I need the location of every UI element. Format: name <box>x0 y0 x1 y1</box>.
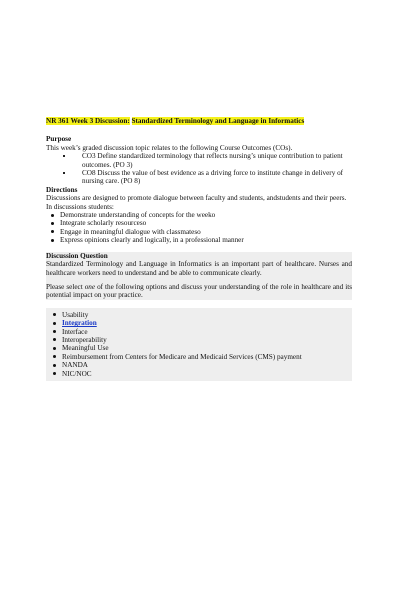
option-item-usability: Usability <box>50 311 352 319</box>
discussion-question-block <box>46 252 352 300</box>
question-paragraph-1: Standardized Terminology and Language in Informatics is an important part of healthcare. Nurses and healthcare workers need to understand and be able to communicate clearly. <box>46 260 352 277</box>
outcomes-list <box>46 152 352 186</box>
option-item-integration[interactable] <box>50 319 352 327</box>
option-item-reimbursement: Reimbursement from Centers for Medicare and Medicaid Services (CMS) payment <box>50 353 352 361</box>
question-heading: Discussion Question <box>46 251 108 260</box>
bullet-icon <box>51 230 54 233</box>
directions-list <box>46 211 352 245</box>
outcome-item: CO8 Discuss the value of best evidence as a driving force to institute change in delivery of nursing care. (PO 8) <box>46 169 352 186</box>
directions-intro: Discussions are designed to promote dialogue between faculty and students, andstudents and their peers. In discussions students: <box>46 194 347 211</box>
square-bullet-icon <box>63 155 65 157</box>
bullet-icon <box>51 214 54 217</box>
bullet-icon <box>53 313 56 316</box>
outcome-item: CO3 Define standardized terminology that reflects nursing’s unique contribution to patient outcomes. (PO 3) <box>46 152 352 169</box>
list-item: Demonstrate understanding of concepts for the weeko <box>46 211 352 219</box>
bullet-icon <box>53 364 56 367</box>
option-item-nanda: NANDA <box>50 361 352 369</box>
question-paragraph-2: Please select one of the following options and discuss your understanding of the role in healthcare and its potential impact on your practice. <box>46 282 352 300</box>
title-topic: Standardized Terminology and Language in Informatics <box>131 117 305 125</box>
square-bullet-icon <box>63 172 65 174</box>
bullet-icon <box>51 222 54 225</box>
bullet-icon <box>51 239 54 242</box>
bullet-icon <box>53 355 56 358</box>
bullet-icon <box>53 322 56 325</box>
bullet-icon <box>53 330 56 333</box>
option-item-interoperability: Interoperability <box>50 336 352 344</box>
purpose-intro: This week’s graded discussion topic relates to the following Course Outcomes (COs). <box>46 143 293 152</box>
option-item-meaningful-use: Meaningful Use <box>50 344 352 352</box>
list-item: Engage in meaningful dialogue with classmateso <box>46 228 352 236</box>
document-title <box>46 117 352 125</box>
purpose-heading: Purpose <box>46 135 72 144</box>
integration-link[interactable]: Integration <box>62 319 97 328</box>
emphasis-one: one <box>84 282 96 291</box>
bullet-icon <box>53 347 56 350</box>
bullet-icon <box>53 338 56 341</box>
title-course: NR 361 Week 3 Discussion: <box>46 117 130 125</box>
list-item: Integrate scholarly resourceso <box>46 219 352 227</box>
option-item-interface: Interface <box>50 328 352 336</box>
list-item: Express opinions clearly and logically, in a professional manner <box>46 236 352 244</box>
directions-heading: Directions <box>46 185 78 194</box>
option-item-nic-noc: NIC/NOC <box>50 370 352 378</box>
bullet-icon <box>53 372 56 375</box>
options-list <box>46 308 352 381</box>
document-content <box>46 117 352 381</box>
